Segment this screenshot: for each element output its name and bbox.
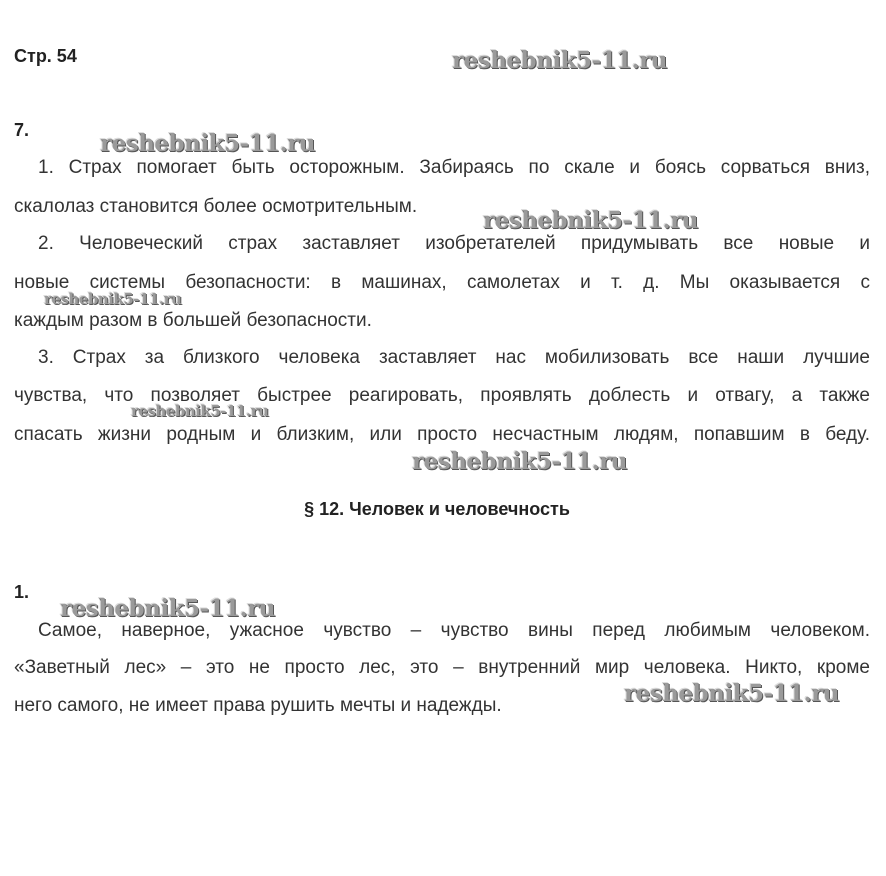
task-1-number: 1.: [14, 582, 30, 602]
task-7-text: спасать жизни родным и близким, или просто несчастным людям, попавшим в беду.: [14, 424, 870, 445]
watermark: reshebnik5-11.ru: [483, 207, 698, 234]
watermark: reshebnik5-11.ru: [412, 448, 627, 475]
watermark: reshebnik5-11.ru: [44, 290, 182, 308]
task-1-text: Самое, наверное, ужасное чувство – чувство вины перед любимым человеком.: [38, 620, 870, 641]
watermark: reshebnik5-11.ru: [60, 595, 275, 622]
task-7-text: 3. Страх за близкого человека заставляет нас мобилизовать все наши лучшие: [38, 347, 870, 368]
task-7-text: новые системы безопасности: в машинах, самолетах и т. д. Мы оказывается с: [14, 272, 870, 293]
task-7-text: скалолаз становится более осмотрительным.: [14, 196, 418, 217]
task-7-text: 2. Человеческий страх заставляет изобретателей придумывать все новые и: [38, 233, 870, 254]
watermark: reshebnik5-11.ru: [100, 130, 315, 157]
section-title: § 12. Человек и человечность: [304, 499, 570, 519]
watermark: reshebnik5-11.ru: [452, 47, 667, 74]
task-1-text: него самого, не имеет права рушить мечты и надежды.: [14, 695, 502, 716]
task-7-text: чувства, что позволяет быстрее реагировать, проявлять доблесть и отвагу, а также: [14, 385, 870, 406]
task-7-text: каждым разом в большей безопасности.: [14, 310, 372, 331]
task-7-number: 7.: [14, 120, 30, 140]
task-1-text: «Заветный лес» – это не просто лес, это – внутренний мир человека. Никто, кроме: [14, 657, 870, 678]
watermark: reshebnik5-11.ru: [624, 680, 839, 707]
task-7-text: 1. Страх помогает быть осторожным. Забираясь по скале и боясь сорваться вниз,: [38, 157, 870, 178]
page-label: Стр. 54: [14, 46, 77, 66]
watermark: reshebnik5-11.ru: [131, 402, 269, 420]
